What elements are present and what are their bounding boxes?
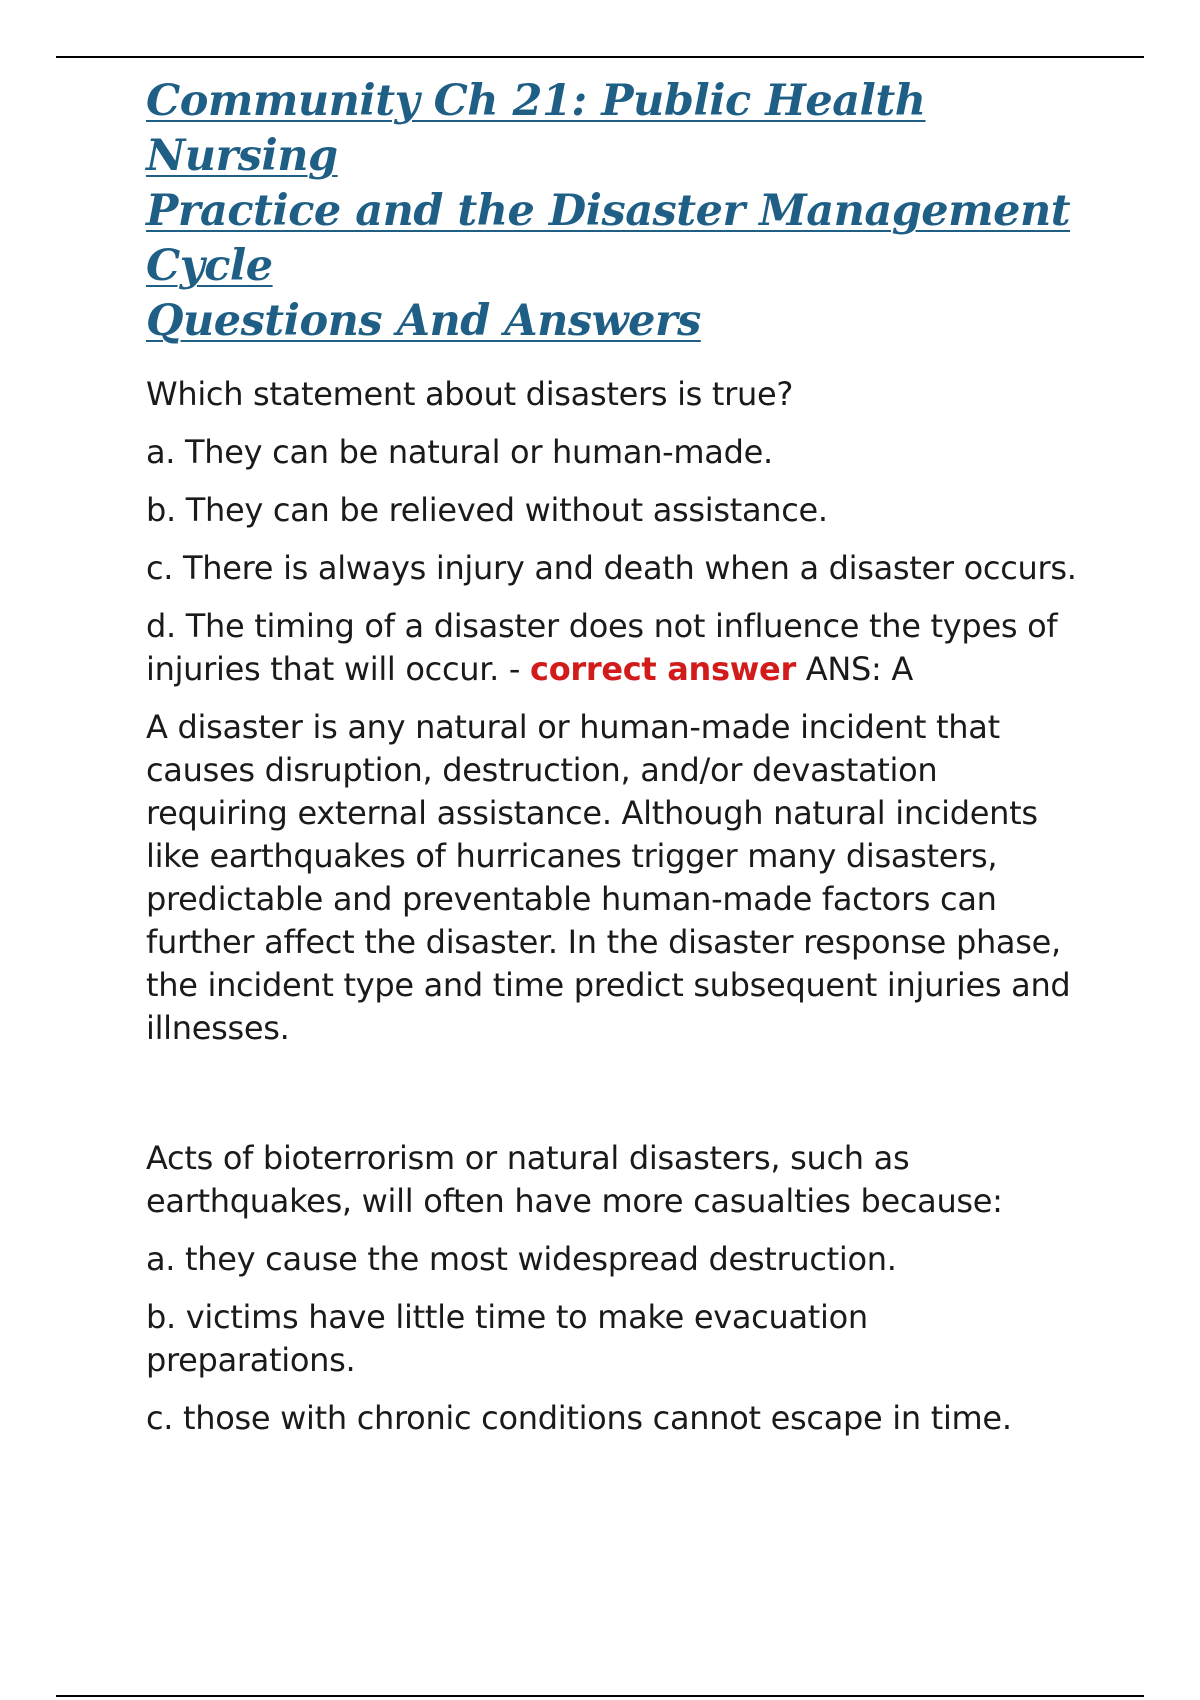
question-prompt: Acts of bioterrorism or natural disasters, such as earthquakes, will often have more casualties because: bbox=[146, 1139, 1003, 1220]
correct-answer-label: correct answer bbox=[530, 650, 796, 688]
bottom-rule bbox=[56, 1695, 1144, 1697]
question-prompt: Which statement about disasters is true? bbox=[146, 375, 794, 413]
answer-option-a: a. they cause the most widespread destruction. bbox=[146, 1240, 897, 1278]
rationale: A disaster is any natural or human-made incident that causes disruption, destruction, and/or devastation requiring external assistance. Although natural incidents like earthquakes of hurricanes trigger many disasters, predictable and preventable human-made factors can further affect the disaster. In the disaster response phase, the incident type and time predict subsequent injuries and illnesses. bbox=[146, 708, 1071, 1047]
title-line-2: Practice and the Disaster Management Cycle bbox=[146, 186, 1071, 291]
answer-option-a: a. They can be natural or human-made. bbox=[146, 433, 773, 471]
title-line-3: Questions And Answers bbox=[146, 296, 701, 346]
top-rule bbox=[56, 56, 1144, 58]
section-gap bbox=[146, 1065, 1086, 1137]
title-line-1: Community Ch 21: Public Health Nursing bbox=[146, 76, 926, 181]
answer-option-c: c. those with chronic conditions cannot escape in time. bbox=[146, 1399, 1012, 1437]
question-2 bbox=[146, 1137, 1086, 1440]
answer-key: ANS: A bbox=[795, 650, 913, 688]
answer-option-d-text: d. The timing of a disaster does not influence the types of injuries that will occur. - bbox=[146, 607, 1058, 688]
answer-option-b: b. victims have little time to make evacuation preparations. bbox=[146, 1298, 868, 1379]
answer-option-c: c. There is always injury and death when a disaster occurs. bbox=[146, 549, 1077, 587]
question-1 bbox=[146, 373, 1086, 1050]
answer-option-b: b. They can be relieved without assistance. bbox=[146, 491, 828, 529]
document-title bbox=[146, 74, 1086, 349]
answer-option-d bbox=[146, 605, 1086, 691]
document-body bbox=[146, 74, 1086, 1455]
